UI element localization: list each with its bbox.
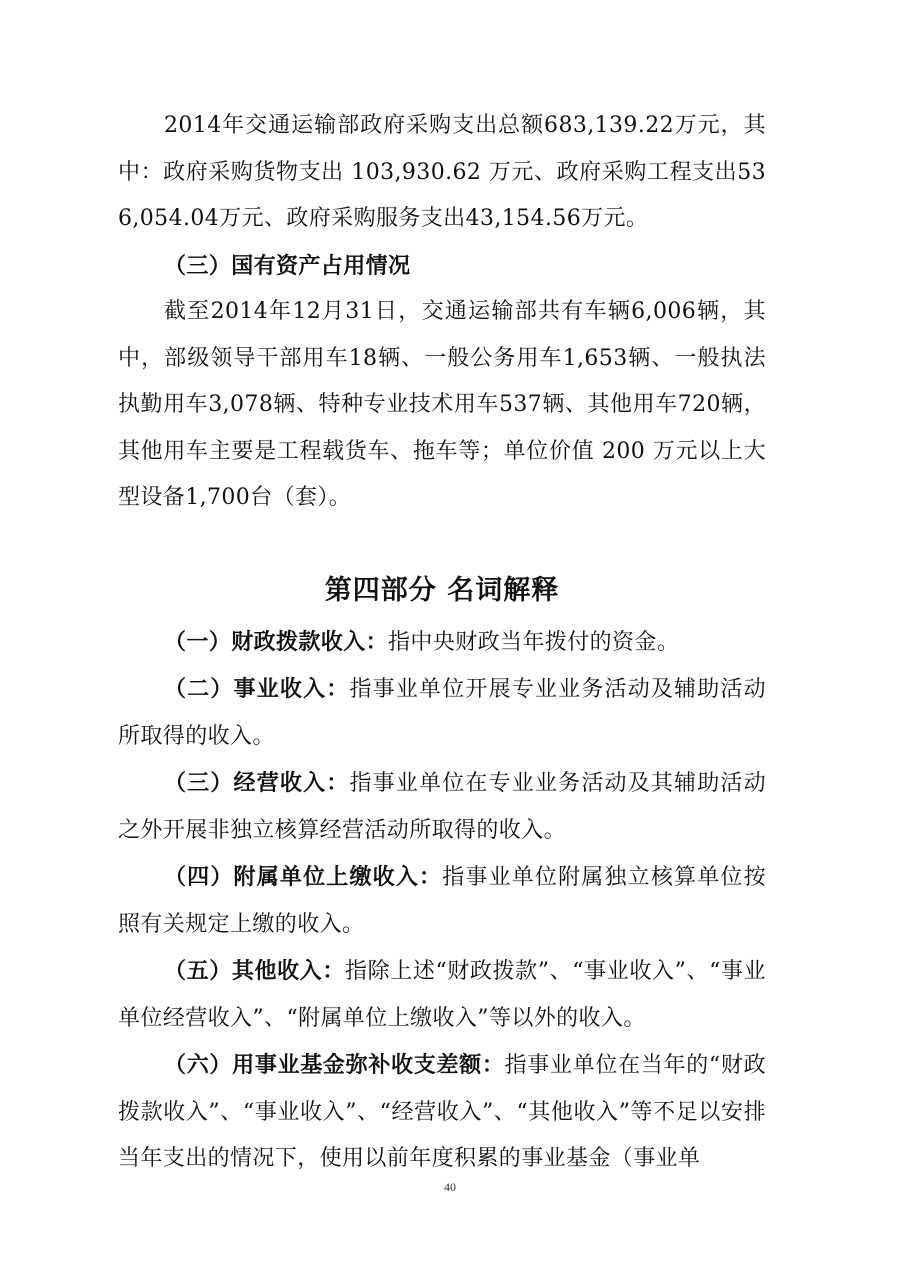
- definition-item: [118, 854, 766, 948]
- definition-text: 指事业单位在当年的“财政拨款收入”、“事业收入”、“经营收入”、“其他收入”等不足以安排当年支出的情况下，使用以前年度积累的事业基金（事业单: [118, 1053, 766, 1171]
- definition-item: [118, 666, 766, 760]
- page-body: [118, 103, 766, 1183]
- definition-term: （二）事业收入：: [164, 676, 350, 702]
- definition-term: （三）经营收入：: [164, 770, 350, 796]
- definition-item: [118, 619, 766, 667]
- definition-term: （四）附属单位上缴收入：: [164, 864, 443, 890]
- definition-item: [118, 1042, 766, 1183]
- definition-text: 指事业单位在专业业务活动及其辅助活动之外开展非独立核算经营活动所取得的收入。: [118, 771, 767, 843]
- definition-text: 指事业单位附属独立核算单位按照有关规定上缴的收入。: [118, 865, 766, 937]
- definition-term: （五）其他收入：: [164, 958, 345, 984]
- section-title: 第四部分 名词解释: [324, 574, 560, 606]
- asset-paragraph: 截至2014年12月31日，交通运输部共有车辆6,006辆，其中，部级领导干部用车18辆、一般公务用车1,653辆、一般执法执勤用车3,078辆、特种专业技术用车537辆、其他用车720辆，其他用车主要是工程载货车、拖车等；单位价值 200 万元以上大型设备1,700台（套）。: [118, 299, 766, 510]
- definition-text: 指除上述“财政拨款”、“事业收入”、“事业单位经营收入”、“附属单位上缴收入”等以外的收入。: [118, 959, 767, 1031]
- definition-term: （六）用事业基金弥补收支差额：: [164, 1052, 505, 1078]
- definition-term: （一）财政拨款收入：: [164, 628, 389, 655]
- definition-item: [118, 760, 766, 854]
- definition-text: 指事业单位开展专业业务活动及辅助活动所取得的收入。: [118, 677, 767, 749]
- definition-item: [118, 948, 766, 1042]
- definition-text: 指中央财政当年拨付的资金。: [388, 629, 680, 655]
- procurement-paragraph: 2014年交通运输部政府采购支出总额683,139.22万元，其中：政府采购货物支出 103,930.62 万元、政府采购工程支出536,054.04万元、政府采购服务支出43,154.56万元。: [118, 113, 766, 231]
- asset-section-heading: （三）国有资产占用情况: [164, 252, 411, 279]
- page-number: 40: [444, 1180, 456, 1194]
